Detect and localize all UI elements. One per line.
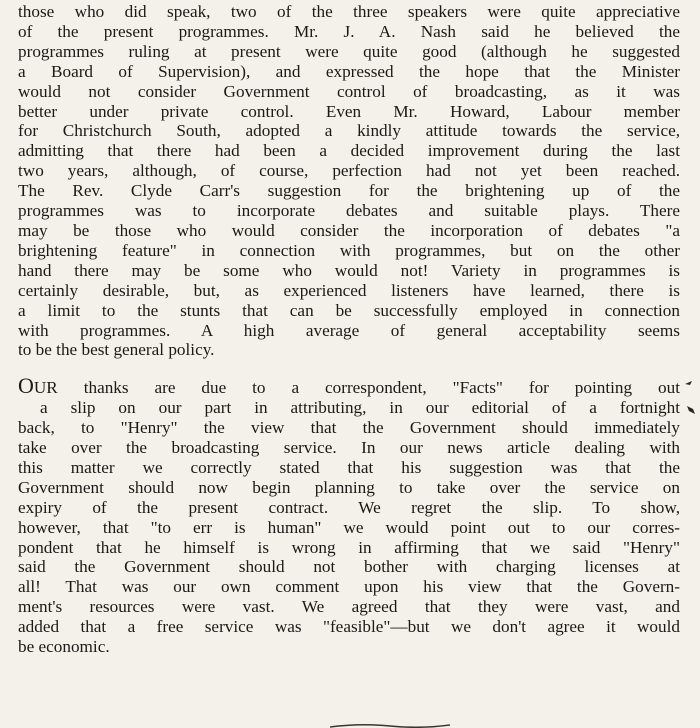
text-line: a Board of Supervision), and expressed the hope that the Minister (18, 61, 680, 81)
text-line: a slip on our part in attributing, in our editorial of a fortnight (40, 398, 680, 418)
text-line: ment's resources were vast. We agreed that they were vast, and (18, 597, 680, 617)
text-line: a limit to the stunts that can be successfully employed in connection (18, 300, 680, 320)
text-line: of the present programmes. Mr. J. A. Nash said he believed the (18, 21, 680, 41)
text-line: certainly desirable, but, as experienced listeners have learned, there is (18, 280, 680, 300)
text-line: two years, although, of course, perfection had not yet been reached. (18, 161, 680, 181)
text-line: be economic. (18, 637, 110, 657)
text-line-first (18, 377, 680, 398)
text-line: Government should now begin planning to take over the service on (18, 477, 680, 497)
text-line: however, that "to err is human" we would point out to our corres- (18, 517, 680, 537)
text-line: expiry of the present contract. We regret the slip. To show, (18, 497, 680, 517)
text-line: added that a free service was "feasible"—but we don't agree it would (18, 617, 680, 637)
text-line: all! That was our own comment upon his view that the Govern- (18, 577, 680, 597)
paragraph-gap (18, 360, 680, 377)
print-speck-marks (683, 378, 697, 428)
text-line: said the Government should not bother with charging licenses at (18, 557, 680, 577)
paragraph-broadcasting-debate (18, 2, 680, 360)
text-line: programmes ruling at present were quite good (although he suggested (18, 41, 680, 61)
cutoff-rule (330, 723, 450, 728)
text-line: better under private control. Even Mr. Howard, Labour member (18, 101, 680, 121)
text-line: admitting that there had been a decided improvement during the last (18, 141, 680, 161)
first-line-text: UR thanks are due to a correspondent, "Facts" for pointing out (33, 378, 680, 398)
newspaper-page (18, 2, 680, 728)
text-line: The Rev. Clyde Carr's suggestion for the brightening up of the (18, 181, 680, 201)
text-line: brightening feature" in connection with programmes, but on the other (18, 240, 680, 260)
paragraph-correction (18, 377, 680, 657)
text-line: with programmes. A high average of general acceptability seems (18, 320, 680, 340)
text-line: this matter we correctly stated that his suggestion was that the (18, 457, 680, 477)
drop-cap: O (18, 377, 34, 399)
text-line: hand there may be some who would not! Variety in programmes is (18, 260, 680, 280)
text-line: may be those who would consider the incorporation of debates "a (18, 220, 680, 240)
text-line: programmes was to incorporate debates and suitable plays. There (18, 201, 680, 221)
text-line: back, to "Henry" the view that the Government should immediately (18, 418, 680, 438)
text-line: pondent that he himself is wrong in affirming that we said "Henry" (18, 537, 680, 557)
text-line: take over the broadcasting service. In our news article dealing with (18, 438, 680, 458)
text-line: for Christchurch South, adopted a kindly attitude towards the service, (18, 121, 680, 141)
text-line: would not consider Government control of broadcasting, as it was (18, 81, 680, 101)
text-line: to be the best general policy. (18, 340, 215, 360)
text-line: those who did speak, two of the three speakers were quite appreciative (18, 2, 680, 21)
